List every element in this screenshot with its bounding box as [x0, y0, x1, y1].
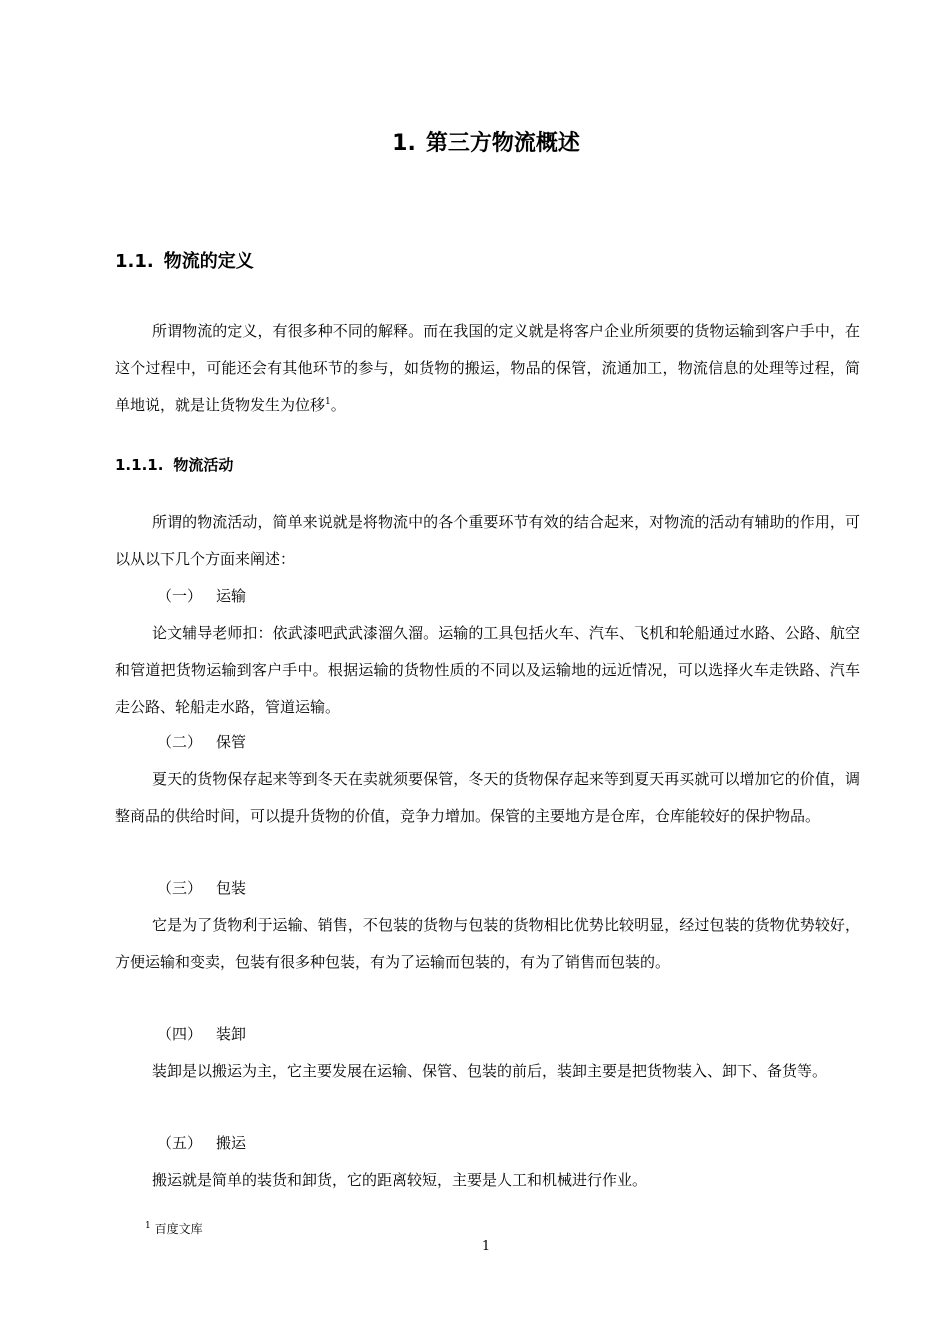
footnote-reference[interactable]: 1: [325, 397, 331, 407]
item-paragraph-storage: 夏天的货物保存起来等到冬天在卖就须要保管，冬天的货物保存起来等到夏天再买就可以增加它的价值，调整商品的供给时间，可以提升货物的价值，竞争力增加。保管的主要地方是仓库，仓库能较好的保护物品。: [115, 770, 860, 825]
item-heading-transport: [157, 578, 246, 615]
item-label: 保管: [216, 733, 247, 751]
item-heading-handling: [157, 1125, 246, 1162]
item-label: 运输: [216, 587, 247, 605]
footnote: [145, 1220, 203, 1238]
chapter-title: [0, 130, 950, 158]
intro-paragraph-end: 。: [330, 396, 346, 414]
item-number: （四）: [157, 1025, 203, 1043]
footnote-text: 百度文库: [154, 1222, 203, 1236]
chapter-title-text: 第三方物流概述: [425, 131, 580, 156]
subsection-heading: [115, 454, 233, 476]
item-number: （三）: [157, 879, 203, 897]
intro-paragraph-text: 所谓物流的定义，有很多种不同的解释。而在我国的定义就是将客户企业所须要的货物运输到客户手中，在这个过程中，可能还会有其他环节的参与，如货物的搬运，物品的保管，流通加工，物流信息的处理等过程，简单地说，就是让货物发生为位移: [115, 322, 860, 414]
item-paragraph-loading: 装卸是以搬运为主，它主要发展在运输、保管、包装的前后，装卸主要是把货物装入、卸下、备货等。: [152, 1062, 828, 1080]
item-heading-packaging: [157, 870, 246, 907]
intro-paragraph: [115, 313, 860, 424]
item-paragraph-transport: 论文辅导老师扣：依武漆吧武武漆溜久溜。运输的工具包括火车、汽车、飞机和轮船通过水路、公路、航空和管道把货物运输到客户手中。根据运输的货物性质的不同以及运输地的远近情况，可以选择火车走铁路、汽车走公路、轮船走水路，管道运输。: [115, 624, 860, 716]
item-label: 包装: [216, 879, 247, 897]
item-number: （一）: [157, 587, 203, 605]
page-number: 1: [481, 1239, 491, 1254]
footnote-mark: 1: [145, 1221, 151, 1231]
item-number: （五）: [157, 1134, 203, 1152]
item-label: 装卸: [216, 1025, 247, 1043]
item-heading-loading: [157, 1016, 246, 1053]
section-number: 1.1.: [115, 251, 154, 272]
section-heading: [115, 249, 254, 275]
item-paragraph-packaging: 它是为了货物利于运输、销售，不包装的货物与包装的货物相比优势比较明显，经过包装的货物优势较好，方便运输和变卖，包装有很多种包装，有为了运输而包装的，有为了销售而包装的。: [115, 916, 860, 971]
chapter-number: 1.: [392, 131, 416, 156]
activity-intro-paragraph: 所谓的物流活动，简单来说就是将物流中的各个重要环节有效的结合起来，对物流的活动有辅助的作用，可以从以下几个方面来阐述：: [115, 513, 860, 568]
item-heading-storage: [157, 724, 246, 761]
section-title-text: 物流的定义: [163, 251, 254, 272]
item-label: 搬运: [216, 1134, 247, 1152]
subsection-number: 1.1.1.: [115, 456, 164, 474]
item-number: （二）: [157, 733, 203, 751]
subsection-title-text: 物流活动: [173, 456, 234, 474]
item-paragraph-handling: 搬运就是简单的装货和卸货，它的距离较短，主要是人工和机械进行作业。: [152, 1171, 648, 1189]
